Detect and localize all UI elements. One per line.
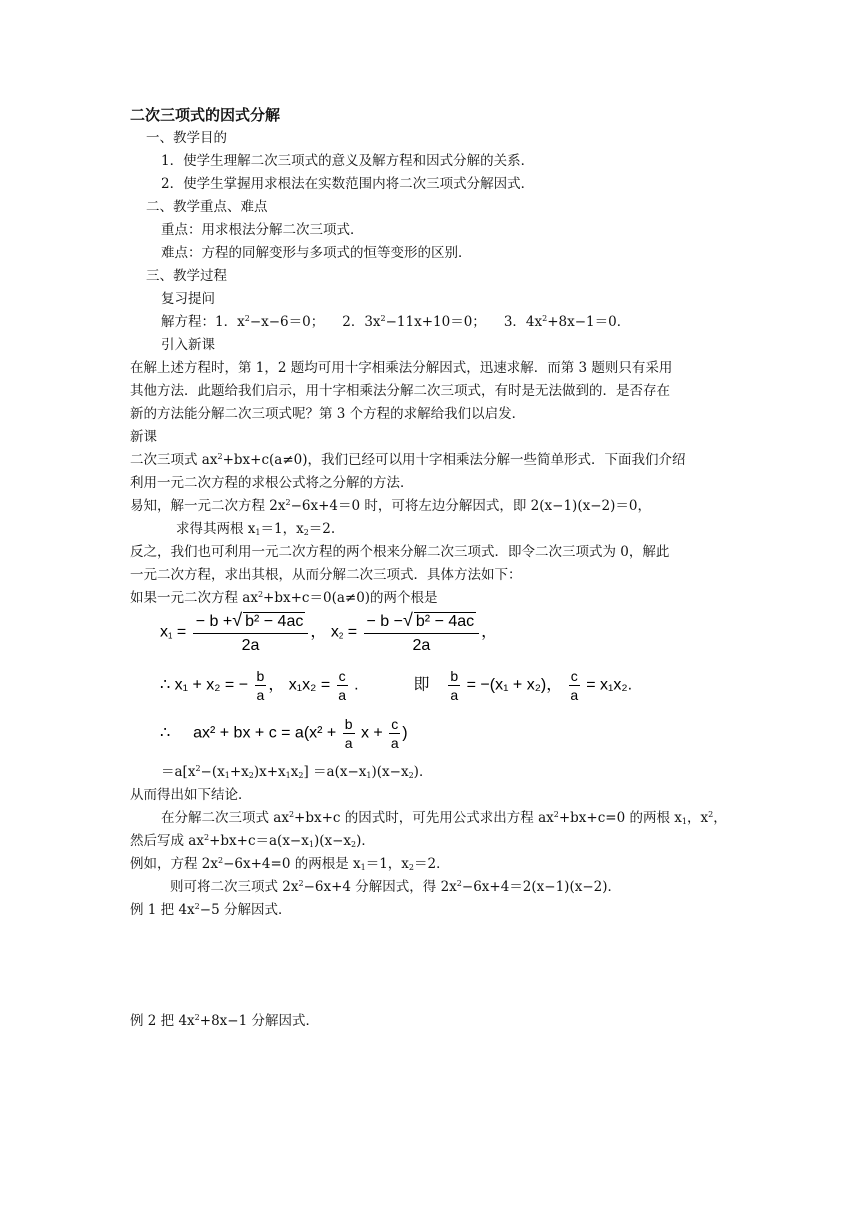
example-line-1: 例如，方程 $2x^2-6x+4=0$ 的两根是 $x_1=1$，$x_2=2$． (130, 856, 450, 872)
conclusion-line-1: 在分解二次三项式 $ax^2+bx+c$ 的因式时，可先用公式求出方程 $ax^2+bx+c=0$ 的两根 $x_1$，$x^2$， (161, 810, 727, 826)
example-easy-line: 易知，解一元二次方程 $2x^2-6x+4=0$ 时，可将左边分解因式，即 2(x−1)(x−2)＝0， (130, 498, 651, 514)
intro-paragraph-line-2: 其他方法．此题给我们启示，用十字相乘法分解二次三项式，有时是无法做到的．是否存在 (130, 383, 670, 399)
converse-line-2: 一元二次方程，求出其根，从而分解二次三项式．具体方法如下： (130, 567, 522, 583)
review-equations: 解方程：1．$x^2-x-6=0$； 2．$3x^2-11x+10=0$； 3．$4x^2+8x-1=0$． (161, 314, 631, 330)
example-line-2: 则可将二次三项式 $2x^2-6x+4$ 分解因式，得 $2x^2-6x+4=2(x-1)(x-2)$． (170, 879, 621, 895)
new-lesson-label: 新课 (130, 429, 157, 445)
section-heading-objectives: 一、教学目的 (146, 130, 227, 146)
conclusion-line-2: 然后写成 $ax^2+bx+c=a(x-x_1)(x-x_2)$． (130, 833, 375, 849)
exercise-1: 例 1 把 $4x^2-5$ 分解因式． (130, 902, 292, 918)
exercise-2: 例 2 把 $4x^2+8x-1$ 分解因式． (130, 1013, 319, 1029)
factored-form-formula: ∴ ax² + bx + c = a(x² + $\frac{b}{a}$ x + $\frac{c}{a}$ ) (160, 716, 408, 751)
review-label: 复习提问 (161, 291, 215, 307)
key-point: 重点：用求根法分解二次三项式． (161, 222, 364, 238)
section-heading-process: 三、教学过程 (146, 268, 227, 284)
roots-line: 求得其两根 $x_1=1$，$x_2=2$. (176, 521, 336, 537)
intro-label: 引入新课 (161, 337, 215, 353)
conclusion-label: 从而得出如下结论． (130, 787, 252, 803)
root2-fraction: $\frac{\text{− b −√ b² − 4ac}}{2a}$ (364, 610, 480, 655)
quadratic-roots-formula: $x_1$ = $\frac{\text{− b +√ b² − 4ac}}{2a}$ ， $x_2$ = $\frac{\text{− b −√ b² − 4ac}}{2a}$ ， (160, 610, 498, 654)
difficulty: 难点：方程的同解变形与多项式的恒等变形的区别． (161, 245, 472, 261)
new-lesson-line-1: 二次三项式 $ax^2+bx+c(a\ne 0)$，我们已经可以用十字相乘法分解一些简单形式．下面我们介绍 (130, 452, 686, 468)
page-title: 二次三项式的因式分解 (130, 106, 281, 124)
objective-item-1: 1．使学生理解二次三项式的意义及解方程和因式分解的关系． (161, 153, 535, 169)
vieta-relations: ∴ x₁ + x₂ = − $\frac{b}{a}$ ， x₁x₂ = $\frac{c}{a}$ . 即 $\frac{b}{a}$ = −(x₁ + x₂)， $\frac{c}{a}$ = x₁x₂. (160, 668, 633, 703)
converse-line-1: 反之，我们也可利用一元二次方程的两个根来分解二次三项式．即令二次三项式为 0，解此 (130, 544, 670, 560)
root1-fraction: $\frac{\text{− b +√ b² − 4ac}}{2a}$ (193, 610, 309, 655)
intro-paragraph-line-3: 新的方法能分解二次三项式呢？第 3 个方程的求解给我们以启发． (130, 406, 526, 422)
objective-item-2: 2．使学生掌握用求根法在实数范围内将二次三项式分解因式． (161, 176, 535, 192)
intro-paragraph-line-1: 在解上述方程时，第 1，2 题均可用十字相乘法分解因式，迅速求解．而第 3 题则只有采用 (130, 360, 673, 376)
if-roots-line: 如果一元二次方程 $ax^2+bx+c=0(a\ne 0)$的两个根是 (130, 590, 438, 606)
factored-expansion-line: $=a[x^2-(x_1+x_2)x+x_1x_2] =a(x-x_1)(x-x_2)$． (161, 764, 433, 780)
new-lesson-line-2: 利用一元二次方程的求根公式将之分解的方法． (130, 475, 414, 491)
section-heading-keypoints: 二、教学重点、难点 (146, 199, 268, 215)
